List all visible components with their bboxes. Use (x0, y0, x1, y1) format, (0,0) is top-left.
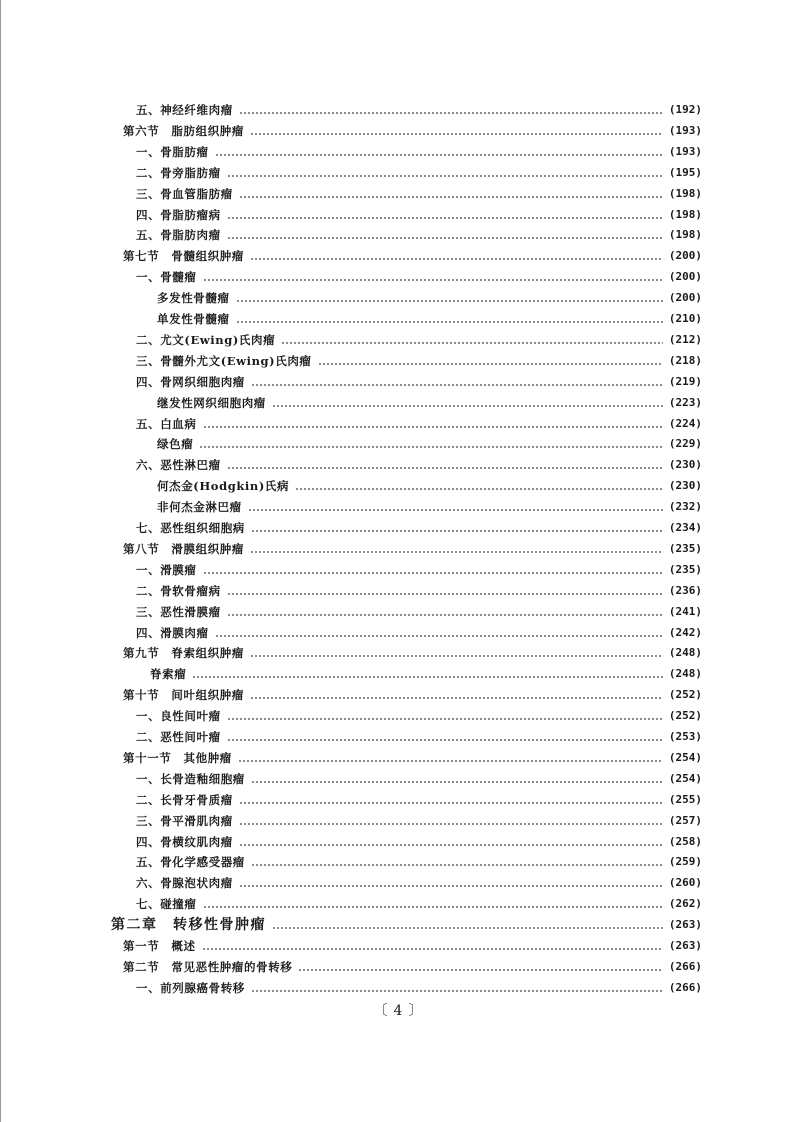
dot-leader (251, 530, 663, 532)
toc-entry-item[interactable] (136, 225, 702, 245)
toc-entry-title: 一、骨髓瘤 (136, 270, 197, 285)
toc-entry-item[interactable] (136, 142, 702, 162)
dot-leader (202, 948, 663, 950)
toc-entry-title: 四、骨网织细胞肉瘤 (136, 374, 245, 389)
toc-entry-page: (254) (668, 750, 702, 764)
toc-entry-item[interactable] (136, 832, 702, 852)
toc-entry-item[interactable] (136, 581, 702, 601)
toc-entry-item[interactable] (136, 163, 702, 183)
toc-entry-item[interactable] (136, 414, 702, 434)
toc-entry-title: 继发性网织细胞肉瘤 (157, 395, 266, 410)
toc-entry-title: 五、骨化学感受器瘤 (136, 855, 245, 870)
dot-leader (199, 446, 663, 448)
toc-entry-item[interactable] (136, 518, 702, 538)
toc-entry-title: 第一节 概述 (123, 939, 196, 953)
dot-leader (239, 844, 663, 846)
toc-entry-section[interactable] (123, 957, 702, 977)
toc-entry-subitem[interactable] (157, 309, 702, 329)
dot-leader (239, 196, 663, 198)
toc-entry-page: (223) (668, 395, 702, 409)
toc-entry-title: 第十节 间叶组织肿瘤 (123, 688, 244, 703)
dot-leader (251, 990, 663, 992)
dot-leader (239, 802, 663, 804)
toc-entry-title: 一、良性间叶瘤 (136, 709, 221, 724)
toc-entry-item[interactable] (136, 560, 702, 580)
toc-entry-title: 第二章 转移性骨肿瘤 (111, 917, 266, 934)
toc-entry-title: 绿色瘤 (157, 437, 194, 452)
toc-entry-page: (230) (668, 479, 702, 493)
dot-leader (203, 572, 663, 574)
page-number: 〔4〕 (373, 1003, 429, 1019)
dot-leader (251, 384, 663, 386)
toc-entry-title: 七、碰撞瘤 (136, 897, 197, 912)
toc-entry-page: (235) (668, 541, 702, 555)
dot-leader (295, 488, 663, 490)
toc-entry-title: 第七节 骨髓组织肿瘤 (123, 249, 244, 264)
toc-entry-item[interactable] (136, 978, 702, 998)
toc-entry-title: 第十一节 其他肿瘤 (123, 750, 232, 765)
dot-leader (192, 676, 663, 678)
toc-entry-page: (210) (668, 312, 702, 325)
toc-entry-section[interactable] (123, 748, 702, 768)
dot-leader (251, 864, 663, 866)
page-edge (0, 0, 1, 1122)
toc-entry-page: (200) (668, 270, 702, 284)
toc-entry-title: 何杰金(Hodgkin)氏病 (157, 479, 290, 494)
toc-entry-item[interactable] (136, 602, 702, 622)
toc-entry-page: (235) (668, 562, 702, 576)
dot-leader (298, 969, 662, 971)
toc-entry-title: 一、前列腺癌骨转移 (136, 980, 245, 995)
toc-entry-subitem[interactable] (157, 288, 702, 308)
toc-entry-title: 五、白血病 (136, 416, 197, 431)
toc-entry-chapter[interactable] (111, 915, 702, 935)
toc-entry-page: (262) (668, 897, 702, 911)
toc-entry-page: (219) (668, 374, 702, 388)
toc-entry-title: 五、神经纤维肉瘤 (136, 103, 233, 117)
toc-entry-title: 单发性骨髓瘤 (157, 312, 230, 326)
toc-entry-title: 四、滑膜肉瘤 (136, 625, 209, 640)
toc-entry-subitem[interactable] (157, 393, 702, 413)
toc-entry-page: (198) (668, 186, 702, 200)
toc-entry-title: 六、恶性淋巴瘤 (136, 458, 221, 473)
toc-entry-page: (248) (668, 646, 702, 660)
dot-leader (227, 739, 663, 741)
dot-leader (203, 906, 663, 908)
toc-entry-page: (254) (668, 771, 702, 785)
toc-entry-page: (266) (668, 980, 702, 994)
toc-entry-page: (198) (668, 207, 702, 221)
toc-entry-title: 二、骨软骨瘤病 (136, 583, 221, 598)
toc-entry-page: (212) (668, 332, 702, 346)
toc-entry-page: (234) (668, 521, 702, 534)
toc-entry-item[interactable] (136, 852, 702, 872)
dot-leader (238, 760, 663, 762)
toc-entry-title: 三、恶性滑膜瘤 (136, 604, 221, 619)
toc-entry-page: (252) (668, 688, 702, 702)
toc-entry-page: (200) (668, 291, 702, 305)
dot-leader (227, 718, 663, 720)
toc-entry-item[interactable] (136, 205, 702, 225)
toc-entry-page: (192) (668, 103, 702, 116)
toc-entry-title: 多发性骨髓瘤 (157, 291, 230, 306)
toc-entry-section[interactable] (123, 121, 702, 141)
dot-leader (227, 217, 663, 219)
dot-leader (318, 363, 663, 365)
toc-entry-title: 二、恶性间叶瘤 (136, 730, 221, 744)
toc-entry-page: (218) (668, 353, 702, 367)
toc-entry-item[interactable] (136, 267, 702, 287)
toc-entry-page: (229) (668, 437, 702, 451)
toc-entry-item[interactable] (136, 455, 702, 475)
toc-entry-page: (263) (668, 918, 702, 932)
toc-entry-title: 二、骨旁脂肪瘤 (136, 165, 221, 180)
toc-entry-item[interactable] (136, 727, 702, 747)
dot-leader (239, 823, 663, 825)
toc-entry-page: (259) (668, 855, 702, 869)
toc-entry-item[interactable] (136, 811, 702, 831)
toc-entry-item[interactable] (136, 790, 702, 810)
toc-entry-subitem-b[interactable] (150, 664, 702, 684)
dot-leader (281, 342, 663, 344)
toc-entry-page: (258) (668, 834, 702, 848)
toc-entry-item[interactable] (136, 372, 702, 392)
toc-entry-title: 第六节 脂肪组织肿瘤 (123, 123, 244, 138)
toc-entry-title: 五、骨脂肪肉瘤 (136, 228, 221, 243)
toc-entry-section[interactable] (123, 539, 702, 559)
dot-leader (203, 279, 663, 281)
toc-entry-page: (263) (668, 939, 702, 952)
dot-leader (250, 655, 663, 657)
toc-entry-subitem[interactable] (157, 434, 702, 454)
toc-entry-section[interactable] (123, 246, 702, 266)
dot-leader (227, 467, 663, 469)
dot-leader (236, 321, 663, 323)
toc-entry-page: (253) (668, 730, 702, 743)
toc-entry-subitem[interactable] (157, 476, 702, 496)
dot-leader (203, 426, 663, 428)
toc-entry-title: 二、长骨牙骨质瘤 (136, 792, 233, 807)
toc-entry-title: 四、骨横纹肌肉瘤 (136, 834, 233, 849)
dot-leader (215, 154, 663, 156)
toc-entry-section[interactable] (123, 643, 702, 663)
toc-entry-title: 三、骨血管脂肪瘤 (136, 186, 233, 201)
toc-entry-title: 脊索瘤 (150, 667, 187, 682)
dot-leader (250, 133, 663, 135)
toc-entry-page: (193) (668, 123, 702, 137)
toc-entry-title: 一、长骨造釉细胞瘤 (136, 771, 245, 786)
toc-entry-item[interactable] (136, 623, 702, 643)
toc-entry-item[interactable] (136, 894, 702, 914)
toc-entry-page: (260) (668, 876, 702, 890)
toc-entry-item[interactable] (136, 184, 702, 204)
toc-entry-item[interactable] (136, 769, 702, 789)
toc-entry-page: (242) (668, 625, 702, 639)
toc-entry-page: (236) (668, 583, 702, 597)
toc-entry-page: (248) (668, 667, 702, 681)
dot-leader (272, 927, 663, 929)
toc-entry-title: 第八节 滑膜组织肿瘤 (123, 541, 244, 556)
dot-leader (227, 614, 663, 616)
dot-leader (250, 697, 663, 699)
toc-entry-section[interactable] (123, 936, 702, 956)
toc-entry-page: (252) (668, 709, 702, 723)
toc-entry-subitem[interactable] (157, 497, 702, 517)
toc-entry-title: 第二节 常见恶性肿瘤的骨转移 (123, 959, 293, 974)
toc-entry-page: (241) (668, 604, 702, 618)
toc-entry-item[interactable] (136, 351, 702, 371)
toc-entry-item[interactable] (136, 330, 702, 350)
dot-leader (227, 175, 663, 177)
toc-entry-title: 三、骨平滑肌肉瘤 (136, 813, 233, 828)
toc-entry-page: (195) (668, 165, 702, 179)
dot-leader (215, 635, 663, 637)
toc-entry-page: (230) (668, 458, 702, 472)
toc-entry-title: 非何杰金淋巴瘤 (157, 500, 242, 515)
dot-leader (251, 781, 663, 783)
toc-entry-page: (224) (668, 416, 702, 430)
toc-entry-title: 三、骨髓外尤文(Ewing)氏肉瘤 (136, 353, 312, 368)
toc-entry-page: (200) (668, 249, 702, 263)
dot-leader (239, 885, 663, 887)
dot-leader (272, 405, 663, 407)
dot-leader (250, 551, 663, 553)
dot-leader (227, 237, 663, 239)
toc-entry-item[interactable] (136, 873, 702, 893)
toc-entry-title: 六、骨腺泡状肉瘤 (136, 876, 233, 891)
dot-leader (239, 112, 663, 114)
dot-leader (248, 509, 663, 511)
toc-entry-page: (198) (668, 228, 702, 242)
toc-entry-title: 七、恶性组织细胞病 (136, 521, 245, 535)
toc-entry-page: (232) (668, 500, 702, 514)
toc-entry-page: (257) (668, 813, 702, 827)
toc-entry-page: (193) (668, 144, 702, 158)
toc-entry-title: 二、尤文(Ewing)氏肉瘤 (136, 332, 276, 347)
toc-entry-item[interactable] (136, 100, 702, 120)
dot-leader (236, 300, 663, 302)
toc-entry-title: 一、滑膜瘤 (136, 562, 197, 577)
toc-entry-section[interactable] (123, 685, 702, 705)
dot-leader (250, 258, 663, 260)
toc-entry-title: 一、骨脂肪瘤 (136, 144, 209, 159)
dot-leader (227, 593, 663, 595)
toc-entry-title: 第九节 脊索组织肿瘤 (123, 646, 244, 661)
toc-entry-page: (255) (668, 792, 702, 806)
toc-entry-item[interactable] (136, 706, 702, 726)
toc-entry-title: 四、骨脂肪瘤病 (136, 207, 221, 222)
toc-entry-page: (266) (668, 959, 702, 973)
